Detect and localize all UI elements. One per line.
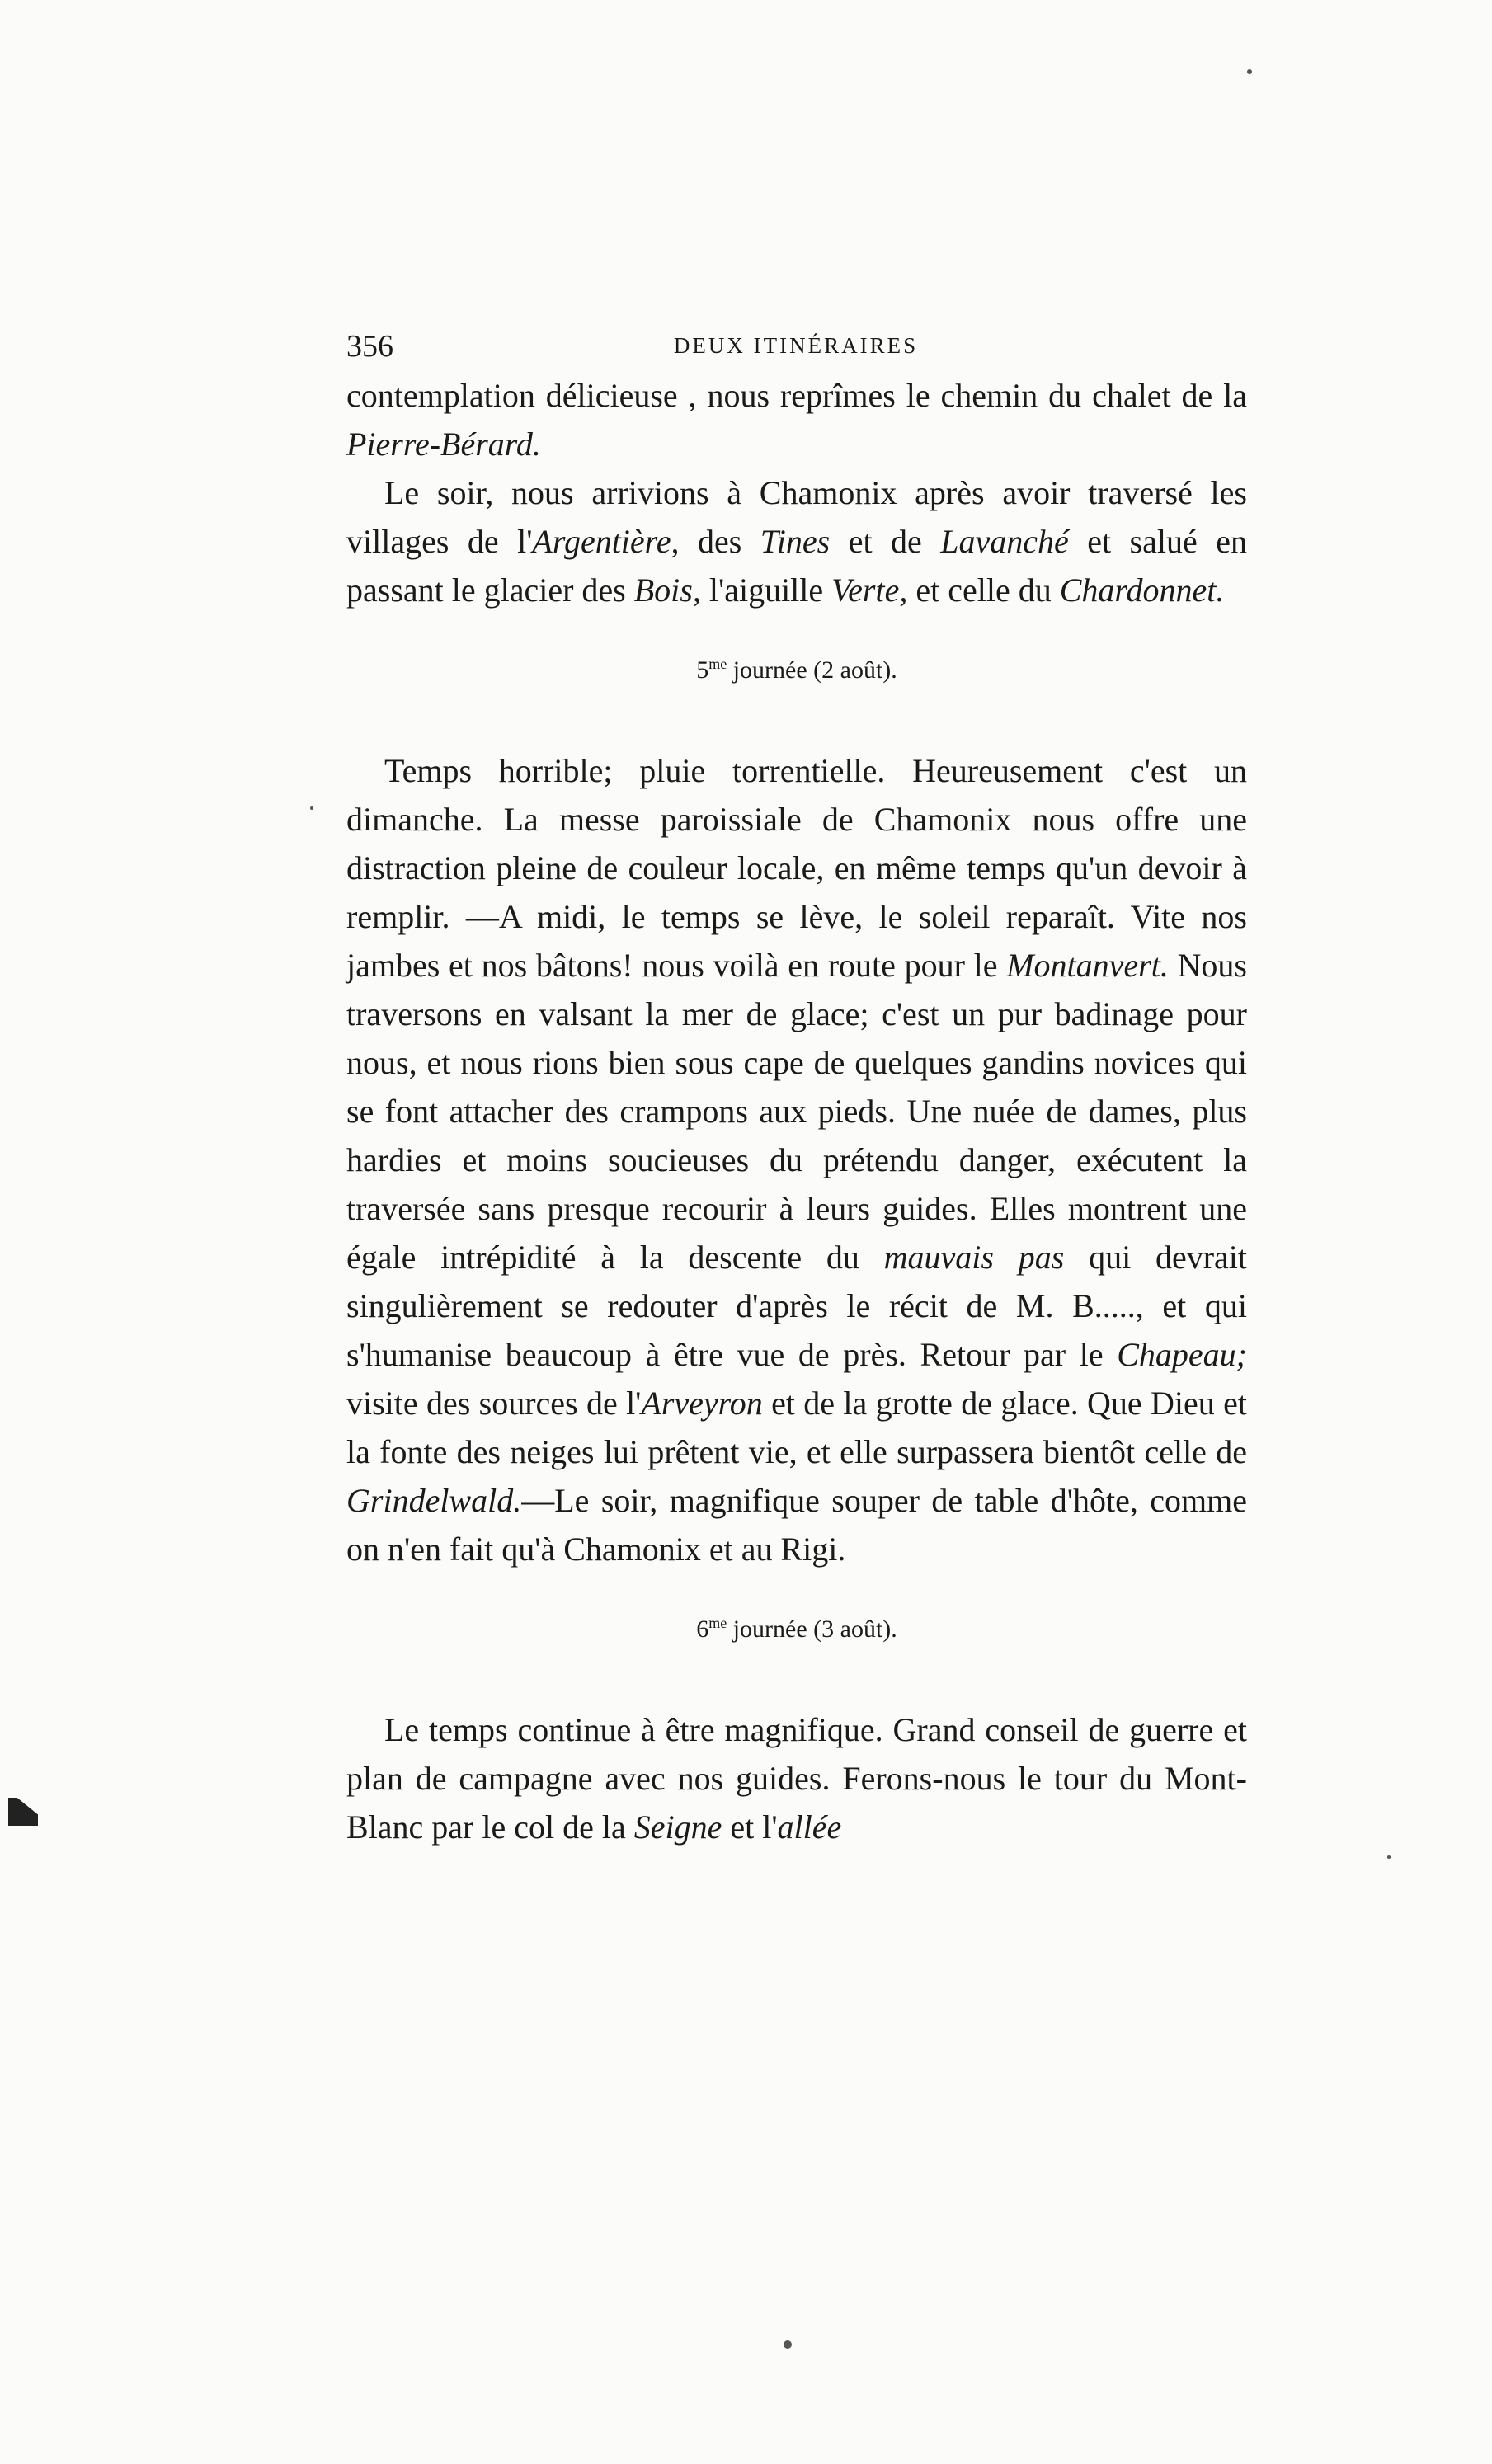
text-run: Le soir, nous arrivions à Chamonix après avoir traversé les villages de l' bbox=[346, 474, 1247, 560]
place-name: Lavanché bbox=[940, 523, 1069, 560]
scan-speck bbox=[1387, 1855, 1391, 1859]
text-run: et de bbox=[830, 523, 941, 560]
scan-speck bbox=[310, 806, 313, 810]
text-run: —Le soir, magnifique souper de table d'hôte, comme on n'en fait qu'à Chamonix et au Rigi. bbox=[346, 1482, 1247, 1568]
day-number: 6 bbox=[696, 1615, 709, 1643]
scan-speck bbox=[784, 2340, 792, 2349]
body-text bbox=[346, 371, 1247, 1851]
place-name: Seigne bbox=[633, 1808, 722, 1846]
page-header bbox=[346, 328, 1245, 369]
day-heading-5 bbox=[346, 647, 1247, 687]
paragraph-day-6 bbox=[346, 1705, 1247, 1851]
text-run: visite des sources de l' bbox=[346, 1385, 642, 1422]
place-name: Verte, bbox=[831, 571, 908, 609]
scan-speck bbox=[1247, 69, 1252, 74]
text-run: et l' bbox=[722, 1808, 778, 1846]
paragraph-evening-arrival bbox=[346, 468, 1247, 614]
ordinal-suffix: me bbox=[708, 1615, 727, 1631]
text-run: Le temps continue à être magnifique. Grand conseil de guerre et plan de campagne avec nos guides. Ferons-nous le tour du Mont-Blanc par le col de la bbox=[346, 1711, 1247, 1846]
page-number: 356 bbox=[346, 329, 393, 364]
place-name: allée bbox=[777, 1808, 842, 1846]
text-run: et de la grotte de glace. Que Dieu et la fonte des neiges lui prêtent vie, et elle surpassera bientôt celle de bbox=[346, 1385, 1247, 1470]
scan-mark bbox=[8, 1798, 38, 1826]
running-title: DEUX ITINÉRAIRES bbox=[673, 333, 919, 358]
text-run: qui devrait singulièrement se redouter d'après le récit de M. B....., et qui s'humanise beaucoup à être vue de près. Retour par le bbox=[346, 1239, 1248, 1373]
place-name: Tines bbox=[760, 523, 831, 560]
ordinal-suffix: me bbox=[708, 656, 727, 672]
place-name: Bois, bbox=[633, 571, 701, 609]
text-run: contemplation délicieuse , nous reprîmes le chemin du chalet de la bbox=[346, 377, 1247, 414]
text-run: Nous traversons en valsant la mer de glace; c'est un pur badinage pour nous, et nous rions bien sous cape de quelques gandins novices qui se font attacher des crampons aux pieds. Une nuée de dames, plus hardies et moins soucieuses du prétendu danger, exécutent la traversée sans presque recourir à leurs guides. Elles montrent une égale intrépidité à la descente du bbox=[346, 947, 1248, 1276]
paragraph-continuation bbox=[346, 371, 1247, 468]
place-name: Arveyron bbox=[641, 1385, 763, 1422]
day-heading-6 bbox=[346, 1606, 1247, 1646]
text-run: Temps horrible; pluie torrentielle. Heureusement c'est un dimanche. La messe paroissiale de Chamonix nous offre une distraction pleine de couleur locale, en même temps qu'un devoir à remplir. —A midi, le temps se lève, le soleil reparaît. Vite nos jambes et nos bâtons! nous voilà en route pour le bbox=[346, 752, 1247, 984]
day-number: 5 bbox=[696, 656, 709, 684]
place-name: Montanvert. bbox=[1006, 947, 1169, 984]
text-run: et celle du bbox=[907, 571, 1060, 609]
place-name: Pierre-Bérard. bbox=[346, 426, 541, 463]
text-run: des bbox=[679, 523, 760, 560]
place-name: Argentière, bbox=[532, 523, 680, 560]
place-name: mauvais pas bbox=[883, 1239, 1065, 1276]
day-date: journée (2 août). bbox=[727, 656, 897, 684]
day-date: journée (3 août). bbox=[727, 1615, 897, 1643]
text-run: l'aiguille bbox=[700, 571, 832, 609]
text-run: et salué en passant le glacier des bbox=[346, 523, 1247, 609]
place-name: Chardonnet. bbox=[1059, 571, 1225, 609]
place-name: Chapeau; bbox=[1117, 1336, 1247, 1373]
place-name: Grindelwald. bbox=[346, 1482, 522, 1519]
paragraph-day-5 bbox=[346, 746, 1247, 1573]
